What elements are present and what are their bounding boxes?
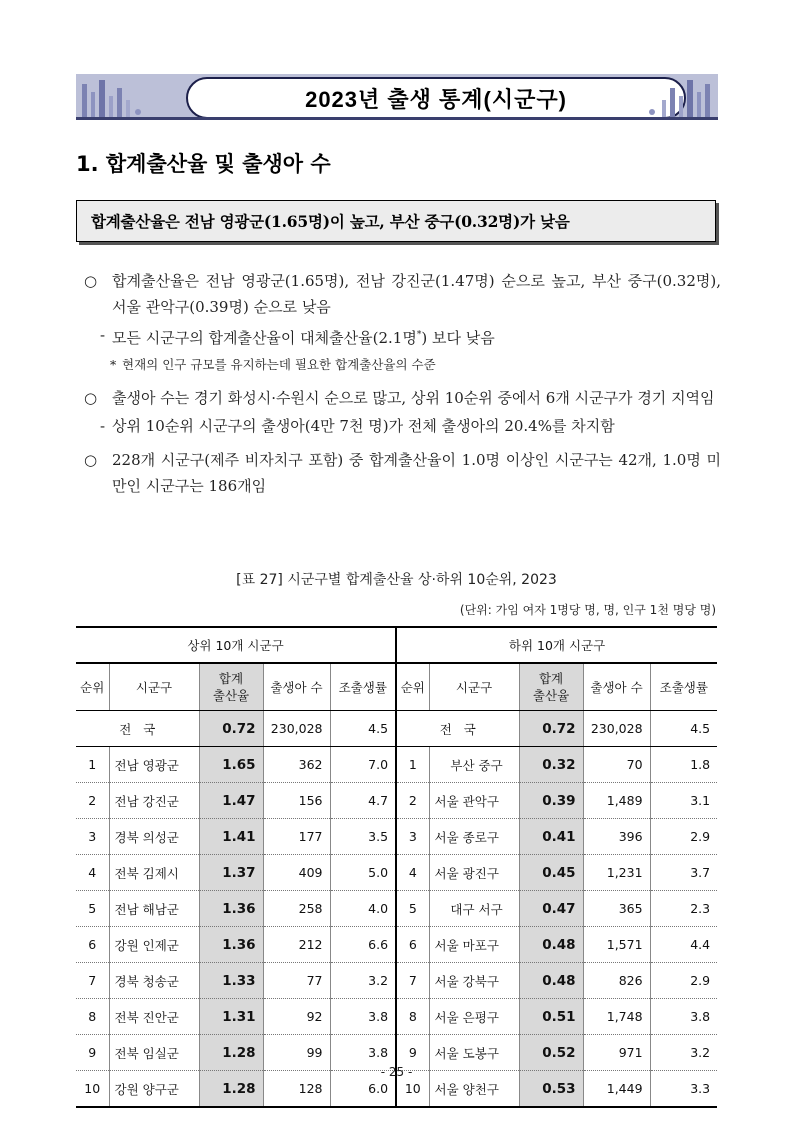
- tfr-cell: 0.32: [519, 747, 583, 783]
- asterisk-icon: *: [110, 357, 117, 372]
- bullet-circle-icon: ○: [84, 389, 98, 407]
- dash-icon: -: [100, 326, 106, 344]
- bullet-item: [76, 385, 721, 411]
- decorative-stripes-right: [638, 74, 718, 120]
- sub-bullet-text-part: ) 보다 낮음: [421, 329, 495, 347]
- table-row: [76, 747, 717, 783]
- rank-cell: 5: [396, 891, 429, 927]
- births-cell: 1,231: [583, 855, 650, 891]
- nation-cbr: 4.5: [330, 711, 396, 747]
- rank-cell: 10: [396, 1071, 429, 1108]
- region-cell: 경북 의성군: [109, 819, 199, 855]
- bullet-circle-icon: ○: [84, 272, 98, 290]
- cbr-cell: 2.9: [650, 819, 717, 855]
- rank-cell: 8: [396, 999, 429, 1035]
- rank-cell: 10: [76, 1071, 109, 1108]
- col-header-births: 출생아 수: [583, 663, 650, 711]
- cbr-cell: 7.0: [330, 747, 396, 783]
- births-cell: 971: [583, 1035, 650, 1071]
- births-cell: 1,449: [583, 1071, 650, 1108]
- nation-cbr: 4.5: [650, 711, 717, 747]
- rank-cell: 1: [396, 747, 429, 783]
- births-cell: 1,748: [583, 999, 650, 1035]
- nation-label: 전 국: [76, 711, 199, 747]
- rank-cell: 4: [76, 855, 109, 891]
- decorative-stripes-left: [76, 74, 156, 120]
- rank-cell: 3: [76, 819, 109, 855]
- table-caption: [표 27] 시군구별 합계출산율 상·하위 10순위, 2023: [236, 572, 557, 588]
- nation-births: 230,028: [583, 711, 650, 747]
- births-cell: 409: [263, 855, 330, 891]
- cbr-cell: 4.4: [650, 927, 717, 963]
- tfr-cell: 1.37: [199, 855, 263, 891]
- cbr-cell: 2.3: [650, 891, 717, 927]
- col-header-tfr-line1: 합계: [538, 671, 564, 686]
- cbr-cell: 3.8: [330, 999, 396, 1035]
- births-cell: 258: [263, 891, 330, 927]
- bullet-item: [76, 268, 721, 320]
- footnote: [76, 353, 721, 377]
- cbr-cell: 5.0: [330, 855, 396, 891]
- rank-cell: 7: [76, 963, 109, 999]
- cbr-cell: 4.7: [330, 783, 396, 819]
- births-cell: 1,489: [583, 783, 650, 819]
- table-row: [76, 891, 717, 927]
- rank-cell: 9: [396, 1035, 429, 1071]
- births-cell: 1,571: [583, 927, 650, 963]
- col-header-region: 시군구: [429, 663, 519, 711]
- region-cell: 서울 도봉구: [429, 1035, 519, 1071]
- bullet-text: 228개 시군구(제주 비자치구 포함) 중 합계출산율이 1.0명 이상인 시군구는 42개, 1.0명 미만인 시군구는 186개임: [112, 451, 721, 495]
- title-banner: [76, 74, 718, 120]
- rank-cell: 9: [76, 1035, 109, 1071]
- tfr-cell: 0.45: [519, 855, 583, 891]
- col-header-cbr: 조출생률: [330, 663, 396, 711]
- sub-bullet-text: 상위 10순위 시군구의 출생아(4만 7천 명)가 전체 출생아의 20.4%를 차지함: [112, 417, 615, 435]
- region-cell: 부산 중구: [429, 747, 519, 783]
- section-heading: 1. 합계출산율 및 출생아 수: [76, 152, 331, 176]
- region-cell: 전북 임실군: [109, 1035, 199, 1071]
- tfr-cell: 0.39: [519, 783, 583, 819]
- table-row: [76, 927, 717, 963]
- cbr-cell: 2.9: [650, 963, 717, 999]
- page-number: - 25 -: [380, 1065, 413, 1079]
- rank-cell: 5: [76, 891, 109, 927]
- tfr-cell: 0.48: [519, 927, 583, 963]
- cbr-cell: 3.8: [650, 999, 717, 1035]
- sub-bullet-item: [76, 413, 721, 439]
- cbr-cell: 6.6: [330, 927, 396, 963]
- tfr-cell: 1.41: [199, 819, 263, 855]
- cbr-cell: 3.8: [330, 1035, 396, 1071]
- cbr-cell: 1.8: [650, 747, 717, 783]
- col-header-rank: 순위: [76, 663, 109, 711]
- cbr-cell: 3.2: [330, 963, 396, 999]
- region-cell: 서울 관악구: [429, 783, 519, 819]
- tfr-cell: 1.28: [199, 1071, 263, 1108]
- bullet-text: 출생아 수는 경기 화성시·수원시 순으로 많고, 상위 10순위 중에서 6개 시군구가 경기 지역임: [112, 389, 715, 407]
- births-cell: 212: [263, 927, 330, 963]
- region-cell: 전남 영광군: [109, 747, 199, 783]
- rank-cell: 4: [396, 855, 429, 891]
- region-cell: 대구 서구: [429, 891, 519, 927]
- col-header-births: 출생아 수: [263, 663, 330, 711]
- cbr-cell: 3.1: [650, 783, 717, 819]
- region-cell: 경북 청송군: [109, 963, 199, 999]
- dash-icon: -: [100, 417, 106, 435]
- region-cell: 전남 해남군: [109, 891, 199, 927]
- rank-cell: 2: [396, 783, 429, 819]
- tfr-cell: 1.36: [199, 927, 263, 963]
- group-header-bottom: 하위 10개 시군구: [396, 627, 717, 663]
- cbr-cell: 3.5: [330, 819, 396, 855]
- tfr-cell: 0.52: [519, 1035, 583, 1071]
- banner-underline: [76, 117, 718, 120]
- nation-label: 전 국: [396, 711, 519, 747]
- tfr-cell: 1.65: [199, 747, 263, 783]
- nation-births: 230,028: [263, 711, 330, 747]
- sub-bullet-text-part: 모든 시군구의 합계출산율이 대체출산율(2.1명: [112, 329, 417, 347]
- bullet-item: [76, 447, 721, 499]
- footnote-text: 현재의 인구 규모를 유지하는데 필요한 합계출산율의 수준: [122, 357, 436, 372]
- col-header-tfr-line2: 출산율: [212, 688, 250, 703]
- rank-cell: 3: [396, 819, 429, 855]
- births-cell: 362: [263, 747, 330, 783]
- cbr-cell: 3.3: [650, 1071, 717, 1108]
- region-cell: 전남 강진군: [109, 783, 199, 819]
- sub-bullet-item: [76, 322, 721, 351]
- table-row: [76, 963, 717, 999]
- ranking-table: [76, 626, 717, 1108]
- col-header-region: 시군구: [109, 663, 199, 711]
- rank-cell: 8: [76, 999, 109, 1035]
- cbr-cell: 3.7: [650, 855, 717, 891]
- region-cell: 서울 강북구: [429, 963, 519, 999]
- table-row-nation: [76, 711, 717, 747]
- bullet-circle-icon: ○: [84, 451, 98, 469]
- tfr-cell: 0.47: [519, 891, 583, 927]
- bullet-list: [76, 268, 721, 501]
- col-header-rank: 순위: [396, 663, 429, 711]
- births-cell: 177: [263, 819, 330, 855]
- nation-tfr: 0.72: [519, 711, 583, 747]
- table-row: [76, 783, 717, 819]
- summary-box: [76, 200, 716, 242]
- table-row: [76, 819, 717, 855]
- births-cell: 99: [263, 1035, 330, 1071]
- col-header-tfr-line2: 출산율: [532, 688, 570, 703]
- tfr-cell: 1.31: [199, 999, 263, 1035]
- region-cell: 전북 김제시: [109, 855, 199, 891]
- col-header-tfr: [519, 663, 583, 711]
- tfr-cell: 1.33: [199, 963, 263, 999]
- births-cell: 70: [583, 747, 650, 783]
- region-cell: 서울 은평구: [429, 999, 519, 1035]
- tfr-cell: 0.53: [519, 1071, 583, 1108]
- page-title: 2023년 출생 통계(시군구): [186, 77, 686, 119]
- cbr-cell: 6.0: [330, 1071, 396, 1108]
- cbr-cell: 3.2: [650, 1035, 717, 1071]
- col-header-cbr: 조출생률: [650, 663, 717, 711]
- births-cell: 826: [583, 963, 650, 999]
- region-cell: 서울 종로구: [429, 819, 519, 855]
- births-cell: 92: [263, 999, 330, 1035]
- births-cell: 128: [263, 1071, 330, 1108]
- footnote-marker: *: [416, 330, 422, 340]
- group-header-top: 상위 10개 시군구: [76, 627, 396, 663]
- region-cell: 서울 양천구: [429, 1071, 519, 1108]
- region-cell: 강원 인제군: [109, 927, 199, 963]
- rank-cell: 2: [76, 783, 109, 819]
- region-cell: 서울 광진구: [429, 855, 519, 891]
- tfr-cell: 1.28: [199, 1035, 263, 1071]
- rank-cell: 7: [396, 963, 429, 999]
- nation-tfr: 0.72: [199, 711, 263, 747]
- tfr-cell: 0.51: [519, 999, 583, 1035]
- col-header-tfr: [199, 663, 263, 711]
- tfr-cell: 0.41: [519, 819, 583, 855]
- table-row: [76, 999, 717, 1035]
- region-cell: 강원 양구군: [109, 1071, 199, 1108]
- rank-cell: 6: [76, 927, 109, 963]
- births-cell: 396: [583, 819, 650, 855]
- cbr-cell: 4.0: [330, 891, 396, 927]
- rank-cell: 1: [76, 747, 109, 783]
- table-unit-note: (단위: 가임 여자 1명당 명, 명, 인구 1천 명당 명): [459, 603, 716, 617]
- tfr-cell: 1.47: [199, 783, 263, 819]
- births-cell: 77: [263, 963, 330, 999]
- births-cell: 365: [583, 891, 650, 927]
- births-cell: 156: [263, 783, 330, 819]
- rank-cell: 6: [396, 927, 429, 963]
- tfr-cell: 1.36: [199, 891, 263, 927]
- col-header-tfr-line1: 합계: [218, 671, 244, 686]
- table-row: [76, 855, 717, 891]
- summary-text: 합계출산율은 전남 영광군(1.65명)이 높고, 부산 중구(0.32명)가 낮음: [91, 212, 570, 231]
- bullet-text: 합계출산율은 전남 영광군(1.65명), 전남 강진군(1.47명) 순으로 높고, 부산 중구(0.32명), 서울 관악구(0.39명) 순으로 낮음: [112, 272, 721, 316]
- region-cell: 전북 진안군: [109, 999, 199, 1035]
- region-cell: 서울 마포구: [429, 927, 519, 963]
- tfr-cell: 0.48: [519, 963, 583, 999]
